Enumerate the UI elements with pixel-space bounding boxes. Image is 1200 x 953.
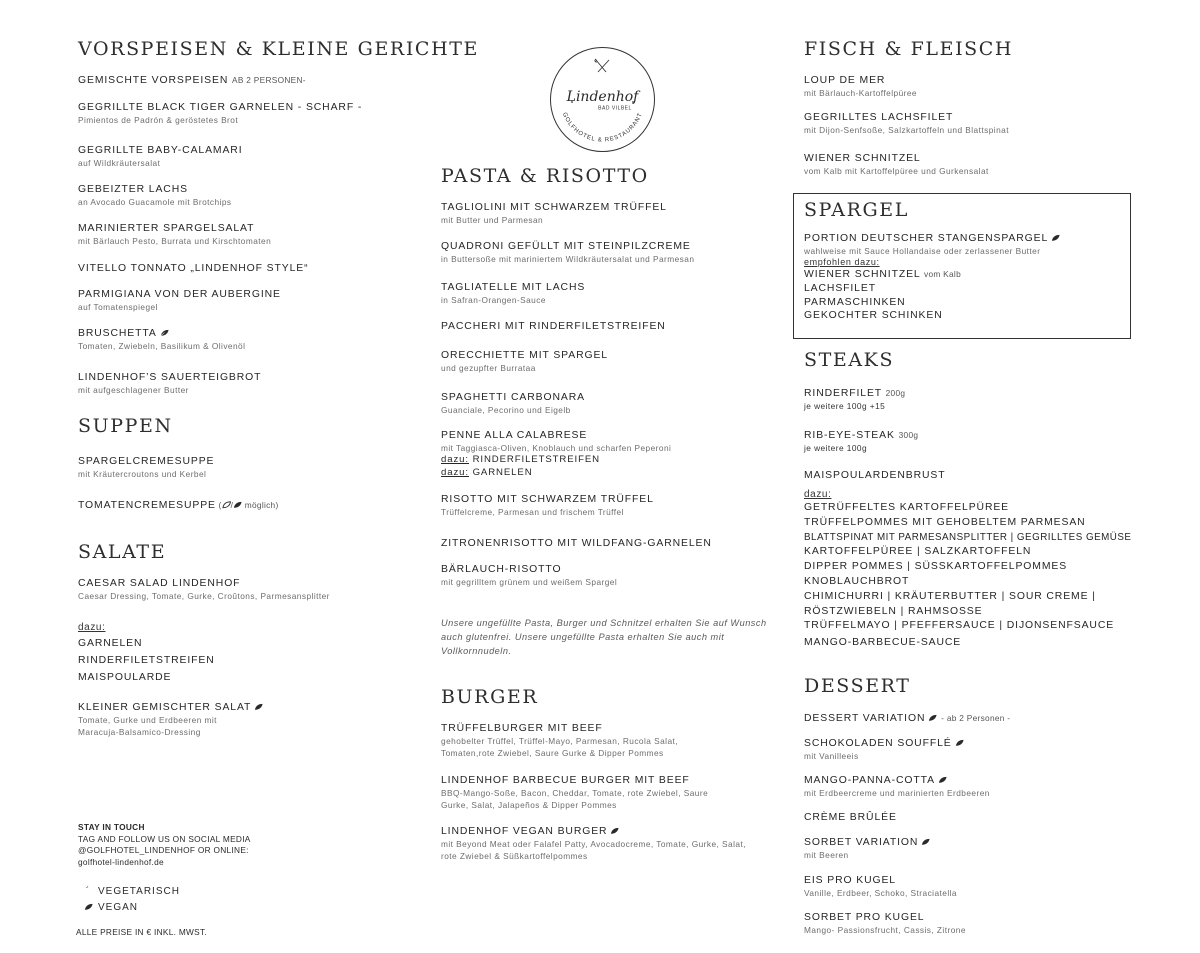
menu-item (804, 111, 1144, 136)
item-note-sep: / (230, 500, 234, 510)
side-item: BLATTSPINAT MIT PARMESANSPLITTER | GEGRILLTES GEMÜSE (804, 531, 1132, 543)
lindenhof-logo (549, 46, 656, 153)
item-name: PENNE ALLA CALABRESE (441, 430, 588, 441)
item-name: PARMIGIANA VON DER AUBERGINE (78, 289, 281, 300)
item-name: SORBET VARIATION (804, 837, 919, 848)
menu-item (78, 577, 408, 602)
section-title-salate: SALATE (78, 541, 167, 563)
menu-item (78, 144, 408, 169)
item-name: WIENER SCHNITZEL (804, 153, 921, 164)
item-description: mit Erdbeercreme und marinierten Erdbeeren (804, 788, 990, 798)
dazu-label: dazu: (441, 466, 469, 478)
menu-item (78, 262, 408, 275)
vegan-leaf-icon (254, 703, 263, 711)
menu-item (804, 737, 1144, 762)
item-name: BRUSCHETTA (78, 328, 157, 339)
menu-item (441, 774, 771, 811)
item-name: RISOTTO MIT SCHWARZEM TRÜFFEL (441, 494, 654, 505)
item-description: mit aufgeschlagener Butter (78, 385, 189, 395)
item-description: mit Beeren (804, 850, 849, 860)
item-description: mit Taggiasca-Oliven, Knoblauch und scharfen Peperoni (441, 443, 672, 453)
legend-label: VEGAN (98, 902, 139, 913)
item-name: LINDENHOF VEGAN BURGER (441, 826, 608, 837)
dazu-label: dazu: (441, 454, 469, 465)
item-name: GEMISCHTE VORSPEISEN (78, 75, 229, 86)
extra-weight-note: je weitere 100g (804, 443, 868, 453)
item-name: TRÜFFELBURGER MIT BEEF (441, 723, 603, 734)
section-title-burger: BURGER (441, 686, 539, 708)
menu-item (441, 493, 771, 518)
item-description: mit Dijon-Senfsoße, Salzkartoffeln und Blattspinat (804, 125, 1009, 135)
item-note: - ab 2 Personen - (941, 713, 1011, 723)
vegetarian-leaf-icon (938, 776, 947, 784)
item-description: wahlweise mit Sauce Hollandaise oder zerlassener Butter (804, 246, 1041, 256)
tag-follow: TAG AND FOLLOW US ON SOCIAL MEDIA (78, 833, 251, 844)
item-description: Caesar Dressing, Tomate, Gurke, Croûtons, Parmesansplitter (78, 591, 330, 601)
menu-item (78, 327, 408, 352)
extra-price: +15 (869, 401, 886, 411)
extra-note: vom Kalb (924, 269, 961, 279)
website-link[interactable]: golfhotel-lindenhof.de (78, 856, 164, 867)
salate-extras (78, 621, 408, 686)
item-weight: 300g (898, 430, 919, 440)
item-description: mit Butter und Parmesan (441, 215, 544, 225)
item-description: Trüffelcreme, Parmesan und frischem Trüffel (441, 507, 624, 517)
menu-item (441, 825, 771, 862)
item-name: PACCHERI MIT RINDERFILETSTREIFEN (441, 321, 666, 332)
menu-item (78, 455, 408, 480)
side-item: CHIMICHURRI | KRÄUTERBUTTER | SOUR CREME | (804, 590, 1096, 602)
menu-item (804, 469, 1144, 482)
section-title-pasta: PASTA & RISOTTO (441, 165, 649, 187)
item-name: MANGO-PANNA-COTTA (804, 775, 935, 786)
fork-knife-icon (595, 59, 610, 72)
extra-item: LACHSFILET (804, 282, 876, 294)
item-description: gehobelter Trüffel, Trüffel-Mayo, Parmesan, Rucola Salat, Tomaten,rote Zwiebel, Saure Gurke & Dipper Pommes (441, 736, 679, 758)
menu-item (441, 349, 771, 374)
item-note-open: ( (215, 500, 222, 510)
menu-item (804, 232, 1144, 323)
item-description: mit Bärlauch-Kartoffelpüree (804, 88, 917, 98)
item-name: EIS PRO KUGEL (804, 875, 896, 886)
side-item: RÖSTZWIEBELN | RAHMSOSSE (804, 605, 983, 617)
item-description: mit Beyond Meat oder Falafel Patty, Avocadocreme, Tomate, Gurke, Salat, rote Zwiebel & Süßkartoffelpommes (441, 839, 746, 861)
item-name: PORTION DEUTSCHER STANGENSPARGEL (804, 233, 1049, 244)
menu-item (441, 320, 771, 333)
side-item: TRÜFFELPOMMES MIT GEHOBELTEM PARMESAN (804, 516, 1086, 528)
menu-item (78, 222, 408, 247)
menu-item (441, 201, 771, 226)
extra-item: GARNELEN (472, 466, 533, 478)
section-title-suppen: SUPPEN (78, 415, 173, 437)
legend-label: VEGETARISCH (98, 886, 180, 897)
menu-item (441, 281, 771, 306)
side-item: KNOBLAUCHBROT (804, 575, 910, 587)
menu-item (78, 183, 408, 208)
item-description: Guanciale, Pecorino und Eigelb (441, 405, 571, 415)
item-description: Tomaten, Zwiebeln, Basilikum & Olivenöl (78, 341, 246, 351)
menu-item (78, 74, 408, 87)
extra-item: RINDERFILETSTREIFEN (472, 454, 600, 465)
item-description: auf Wildkräutersalat (78, 158, 161, 168)
section-title-vorspeisen: VORSPEISEN & KLEINE GERICHTE (78, 38, 479, 60)
item-description: in Safran-Orangen-Sauce (441, 295, 546, 305)
item-description: mit Vanilleeis (804, 751, 859, 761)
side-item: TRÜFFELMAYO | PFEFFERSAUCE | DIJONSENFSAUCE (804, 620, 1115, 632)
menu-item (441, 429, 771, 479)
item-name: LINDENHOF BARBECUE BURGER MIT BEEF (441, 775, 690, 786)
item-name: MAISPOULARDENBRUST (804, 470, 946, 481)
item-name: GEGRILLTE BLACK TIGER GARNELEN - SCHARF - (78, 102, 363, 113)
item-name: SPAGHETTI CARBONARA (441, 392, 585, 403)
steak-sides (804, 488, 1144, 651)
menu-item (78, 371, 408, 396)
item-description: Pimientos de Padrón & geröstetes Brot (78, 115, 239, 125)
logo-ring-text: GOLFHOTEL & RESTAURANT (560, 111, 645, 144)
item-name: DESSERT VARIATION (804, 713, 926, 724)
menu-item (804, 712, 1144, 725)
extra-item: GARNELEN (78, 638, 143, 649)
legend-vegan (78, 902, 138, 913)
item-description: mit Kräutercroutons und Kerbel (78, 469, 207, 479)
menu-item (78, 288, 408, 313)
item-name: VITELLO TONNATO „LINDENHOF STYLE“ (78, 263, 309, 274)
item-description: BBQ-Mango-Soße, Bacon, Cheddar, Tomate, rote Zwiebel, Saure Gurke, Salat, Jalapeños & Dipper Pommes (441, 788, 709, 810)
menu-item (441, 240, 771, 265)
menu-item (804, 74, 1144, 99)
menu-item (804, 911, 1144, 936)
vegan-leaf-icon (230, 500, 242, 510)
section-title-steaks: STEAKS (804, 349, 895, 371)
side-item: GETRÜFFELTES KARTOFFELPÜREE (804, 502, 1010, 513)
menu-item (78, 499, 408, 512)
logo-name: Lindenhof (566, 89, 639, 105)
vegan-leaf-icon (1051, 234, 1060, 242)
extra-item: PARMASCHINKEN (804, 296, 906, 308)
side-item: DIPPER POMMES | SÜSSKARTOFFELPOMMES (804, 561, 1068, 573)
item-description: mit gegrilltem grünem und weißem Spargel (441, 577, 618, 587)
item-name: RIB-EYE-STEAK (804, 430, 895, 441)
item-name: GEBEIZTER LACHS (78, 184, 188, 195)
vegetarian-leaf-icon (928, 714, 937, 722)
menu-item (804, 836, 1144, 861)
item-name: QUADRONI GEFÜLLT MIT STEINPILZCREME (441, 241, 691, 252)
item-name: SCHOKOLADEN SOUFFLÉ (804, 738, 952, 749)
gluten-free-note: Unsere ungefüllte Pasta, Burger und Schnitzel erhalten Sie auf Wunsch auch glutenfrei. Unsere ungefüllte Pasta erhalten Sie auch mit Vollkornnudeln. (441, 618, 767, 656)
menu-item (441, 537, 771, 550)
menu-item (804, 429, 1144, 454)
item-note: AB 2 PERSONEN- (232, 75, 306, 85)
menu-item (804, 152, 1144, 177)
menu-item (804, 387, 1144, 412)
item-description: Vanille, Erdbeer, Schoko, Straciatella (804, 888, 957, 898)
item-description: Mango- Passionsfrucht, Cassis, Zitrone (804, 925, 966, 935)
item-name: GEGRILLTES LACHSFILET (804, 112, 954, 123)
item-weight: 200g (885, 388, 906, 398)
item-name: CAESAR SALAD LINDENHOF (78, 578, 241, 589)
menu-item (78, 701, 278, 738)
item-description: an Avocado Guacamole mit Brotchips (78, 197, 232, 207)
item-name: GEGRILLTE BABY-CALAMARI (78, 145, 243, 156)
dazu-label: dazu: (78, 622, 106, 633)
vegetarian-mark: ´ (85, 886, 91, 897)
item-name: LOUP DE MER (804, 75, 886, 86)
menu-item (78, 101, 408, 126)
item-name: MARINIERTER SPARGELSALAT (78, 223, 255, 234)
item-name: ORECCHIETTE MIT SPARGEL (441, 350, 608, 361)
section-title-fisch: FISCH & FLEISCH (804, 38, 1014, 60)
stay-in-touch: STAY IN TOUCH (78, 822, 145, 832)
dazu-label: dazu: (804, 489, 832, 500)
item-description: Tomate, Gurke und Erdbeeren mit Maracuja-Balsamico-Dressing (78, 715, 217, 737)
vegan-leaf-icon (84, 903, 93, 911)
extra-item: MAISPOULARDE (78, 671, 172, 683)
vegetarian-leaf-icon (955, 739, 964, 747)
section-title-dessert: DESSERT (804, 675, 911, 697)
menu-item (441, 722, 771, 759)
item-name: SPARGELCREMESUPPE (78, 456, 215, 467)
item-name: RINDERFILET (804, 388, 882, 399)
extra-item: RINDERFILETSTREIFEN (78, 654, 215, 666)
side-item: MANGO-BARBECUE-SAUCE (804, 637, 962, 649)
extra-weight-note: je weitere 100g (804, 401, 868, 411)
menu-item (804, 811, 1144, 824)
item-name: BÄRLAUCH-RISOTTO (441, 564, 562, 575)
vegetarian-leaf-icon (222, 501, 231, 509)
menu-item (804, 774, 1144, 799)
empfohlen-label: empfohlen dazu: (804, 257, 880, 267)
vegan-leaf-icon (610, 827, 619, 835)
logo-place: BAD VILBEL (598, 105, 632, 112)
menu-item (441, 391, 771, 416)
item-name: LINDENHOF’S SAUERTEIGBROT (78, 372, 262, 383)
item-name: TAGLIATELLE MIT LACHS (441, 282, 586, 293)
menu-item (441, 563, 771, 588)
item-description: vom Kalb mit Kartoffelpüree und Gurkensalat (804, 166, 989, 176)
social-footer (78, 822, 251, 868)
legend-vegetarisch (78, 886, 180, 897)
item-description: in Buttersoße mit mariniertem Wildkräutersalat und Parmesan (441, 254, 695, 264)
extra-item: WIENER SCHNITZEL (804, 269, 921, 280)
vegan-leaf-icon (160, 329, 169, 337)
item-description: mit Bärlauch Pesto, Burrata und Kirschtomaten (78, 236, 272, 246)
item-note-close: möglich) (242, 500, 279, 510)
item-description: auf Tomatenspiegel (78, 302, 158, 312)
section-title-spargel: SPARGEL (804, 199, 909, 221)
item-name: TAGLIOLINI MIT SCHWARZEM TRÜFFEL (441, 202, 667, 213)
item-name: ZITRONENRISOTTO MIT WILDFANG-GARNELEN (441, 538, 712, 549)
menu-item (804, 874, 1144, 899)
item-name: SORBET PRO KUGEL (804, 912, 925, 923)
social-handle: @GOLFHOTEL_LINDENHOF OR ONLINE: (78, 845, 249, 856)
item-name: TOMATENCREMESUPPE (78, 500, 216, 511)
item-description: und gezupfter Burrataa (441, 363, 536, 373)
side-item: KARTOFFELPÜREE | SALZKARTOFFELN (804, 546, 1032, 558)
vegan-leaf-icon (921, 838, 930, 846)
extra-item: GEKOCHTER SCHINKEN (804, 310, 943, 322)
item-name: KLEINER GEMISCHTER SALAT (78, 702, 252, 713)
item-name: CRÈME BRÛLÉE (804, 812, 897, 823)
price-note: ALLE PREISE IN € INKL. MWST. (76, 927, 208, 937)
